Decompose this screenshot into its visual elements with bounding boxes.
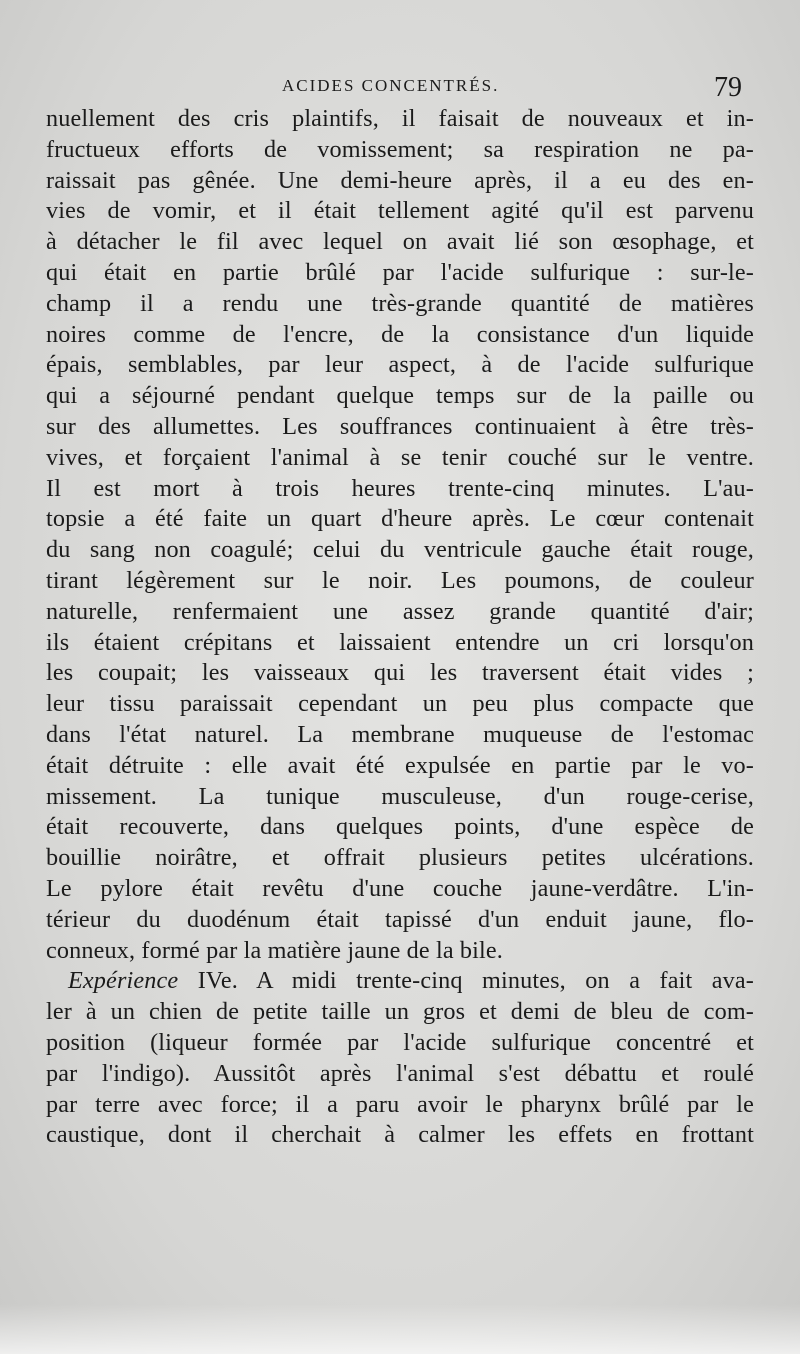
- text-line: fructueux efforts de vomissement; sa respiration ne pa-: [46, 135, 754, 163]
- running-title: ACIDES CONCENTRÉS.: [282, 76, 500, 95]
- text-line: position (liqueur formée par l'acide sulfurique concentré et: [46, 1028, 754, 1056]
- text-line: vives, et forçaient l'animal à se tenir couché sur le ventre.: [46, 443, 754, 471]
- text-line: topsie a été faite un quart d'heure après. Le cœur contenait: [46, 505, 754, 533]
- text-line: du sang non coagulé; celui du ventricule gauche était rouge,: [46, 536, 754, 564]
- text-line: caustique, dont il cherchait à calmer les effets en frottant: [46, 1121, 754, 1149]
- text-line: nuellement des cris plaintifs, il faisait de nouveaux et in-: [46, 105, 754, 132]
- text-line: était détruite : elle avait été expulsée en partie par le vo-: [46, 751, 754, 779]
- experience-number: IVe.: [197, 967, 238, 995]
- text-line: ils étaient crépitans et laissaient entendre un cri lorsqu'on: [46, 628, 754, 656]
- text-line: bouillie noirâtre, et offrait plusieurs petites ulcérations.: [46, 844, 754, 872]
- text-line: était recouverte, dans quelques points, d'une espèce de: [46, 813, 754, 841]
- text-line: par terre avec force; il a paru avoir le pharynx brûlé par le: [46, 1090, 754, 1118]
- text-line: naturelle, renfermaient une assez grande quantité d'air;: [46, 597, 754, 625]
- body-text: [46, 104, 754, 1151]
- paragraph-experience-iv: [46, 966, 754, 1151]
- text-line: vies de vomir, et il était tellement agité qu'il est parvenu: [46, 197, 754, 225]
- text-line: à détacher le fil avec lequel on avait lié son œsophage, et: [46, 228, 754, 256]
- page-number: 79: [714, 72, 742, 103]
- paragraph-autopsy: [46, 104, 754, 966]
- text-line: raissait pas gênée. Une demi-heure après, il a eu des en-: [46, 166, 754, 194]
- experience-first-line: [46, 966, 754, 997]
- text-line: noires comme de l'encre, de la consistance d'un liquide: [46, 320, 754, 348]
- text-line: missement. La tunique musculeuse, d'un rouge-cerise,: [46, 782, 754, 810]
- text-line: ler à un chien de petite taille un gros et demi de bleu de com-: [46, 998, 754, 1026]
- text-line: conneux, formé par la matière jaune de la bile.: [46, 936, 503, 964]
- text-line: Il est mort à trois heures trente-cinq minutes. L'au-: [46, 474, 754, 502]
- text-line: leur tissu paraissait cependant un peu plus compacte que: [46, 690, 754, 718]
- text-line: qui était en partie brûlé par l'acide sulfurique : sur-le-: [46, 258, 754, 286]
- text-line: dans l'état naturel. La membrane muqueuse de l'estomac: [46, 720, 754, 748]
- text-line: A midi trente-cinq minutes, on a fait ava-: [256, 967, 754, 995]
- text-line: térieur du duodénum était tapissé d'un enduit jaune, flo-: [46, 905, 754, 933]
- text-line: qui a séjourné pendant quelque temps sur de la paille ou: [46, 382, 754, 410]
- text-line: les coupait; les vaisseaux qui les traversent était vides ;: [46, 659, 754, 687]
- text-line: Le pylore était revêtu d'une couche jaune-verdâtre. L'in-: [46, 874, 754, 902]
- experience-label: Expérience: [68, 967, 179, 995]
- text-line: sur des allumettes. Les souffrances continuaient à être très-: [46, 412, 754, 440]
- text-line: champ il a rendu une très-grande quantité de matières: [46, 289, 754, 317]
- page-header: [46, 64, 746, 104]
- text-line: tirant légèrement sur le noir. Les poumons, de couleur: [46, 566, 754, 594]
- text-line: épais, semblables, par leur aspect, à de l'acide sulfurique: [46, 351, 754, 379]
- text-line: par l'indigo). Aussitôt après l'animal s'est débattu et roulé: [46, 1059, 754, 1087]
